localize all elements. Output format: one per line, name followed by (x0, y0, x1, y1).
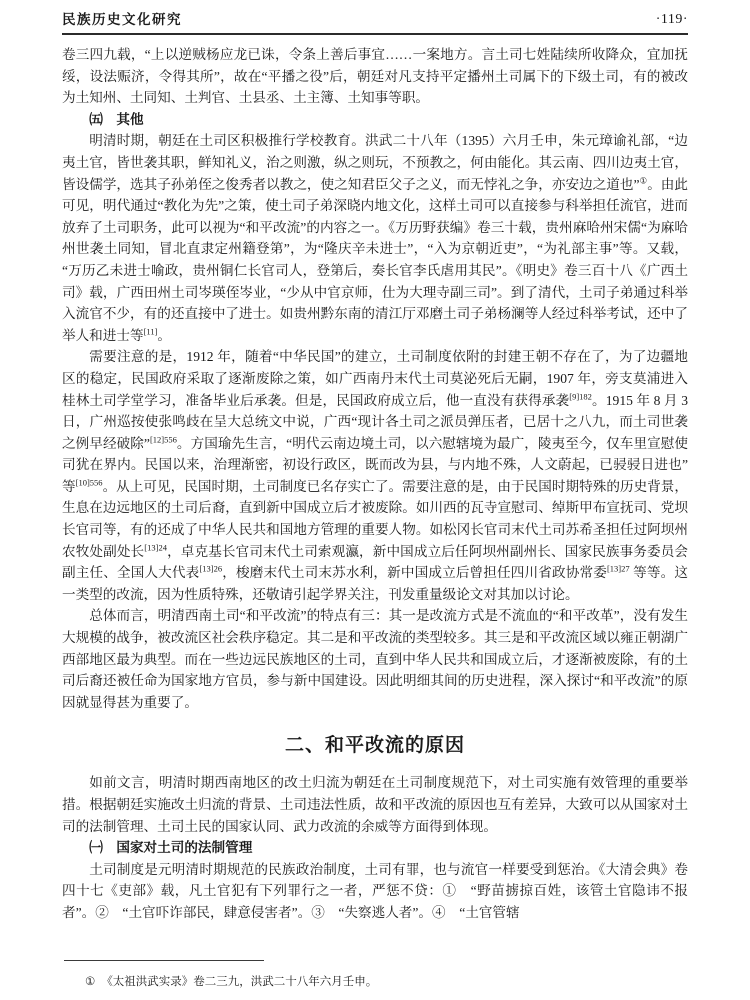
citation-ref: ① (639, 175, 648, 186)
footnote-list (62, 974, 688, 990)
paragraph: 明清时期，朝廷在土司区积极推行学校教育。洪武二十八年（1395）六月壬申，朱元璋谕礼部，“边夷土官，皆世袭其职，鲜知礼义，治之则激，纵之则玩，不预教之，何由能化。其云南、四川边夷土官，皆设儒学，选其子孙弟侄之俊秀者以教之，使之知君臣父子之义，而无悖礼之争，亦安边之道也”①。由此可见，明代通过“教化为先”之策，使土司子弟深晓内地文化，这样土司可以直接参与科举担任流官，进而放弃了土司职务，此可以视为“和平改流”的内容之一。《万历野获编》卷三十载，贵州麻哈州宋儒“为麻哈州世袭土同知，冒北直隶定州籍登第”，为“隆庆辛未进士”，“入为京朝近吏”，“为礼部主事”等。又载，“万历乙未进士喻政，贵州铜仁长官司人，登第后，奏长官李氏虐用其民”。《明史》卷三百十八《广西土司》载，广西田州土司岑瑛侄岑业，“少从中官京师，仕为大理寺副三司”。到了清代，土司子弟通过科举入流官不少，有的还直接中了进士。如贵州黔东南的清江厅邓磨土司子弟杨澜等人经过科举考试，还中了举人和进士等[11]。 (62, 133, 688, 343)
citation-ref: [12]556 (149, 434, 177, 445)
subsection-heading: ㈤ 其他 (89, 111, 144, 127)
journal-title: 民族历史文化研究 (62, 12, 182, 27)
paragraph: 如前文言，明清时期西南地区的改土归流为朝廷在土司制度规范下，对土司实施有效管理的重要举措。根据朝廷实施改土归流的背景、土司违法性质，故和平改流的原因也互有差异，大致可以从国家对土司的法制管理、土司土民的国家认同、武力改流的余威等方面得到体现。 (62, 775, 688, 834)
footnote-text: 《太祖洪武实录》卷二三九，洪武二十八年六月壬申。 (101, 976, 378, 988)
paragraph: 总体而言，明清西南土司“和平改流”的特点有三：其一是改流方式是不流血的“和平改革”，没有发生大规模的战争，被改流区社会秩序稳定。其二是和平改流的类型较多。其三是和平改流区域以雍正朝湖广西部地区最为典型。而在一些边远民族地区的土司，直到中华人民共和国成立后，才逐渐被废除，有的土司后裔还被任命为国家地方官员，参与新中国建设。因此明细其间的历史进程，深入探讨“和平改流”的原因就显得甚为重要了。 (62, 608, 688, 710)
section-heading: 二、和平改流的原因 (284, 735, 465, 757)
footnote-item (62, 974, 688, 990)
footnote-marker: ① (85, 976, 96, 988)
paragraph: 需要注意的是，1912 年，随着“中华民国”的建立，土司制度依附的封建王朝不存在了，为了边疆地区的稳定，民国政府采取了逐渐废除之策，如广西南丹末代土司莫泌死后无嗣，1907 年，旁支莫浦进入桂林土司学堂学习，准备毕业后承袭。但是，民国政府成立后，他一直没有获得承袭$^{[9]182}$。1915 年 8 月 3 日，广州巡按使张鸣歧在呈大总统文中说，广西“现计各土司之派员弹压者，已居十之八九，而土司世袭之例早经破除”$^{[12]556}$。方国瑜先生言，“明代云南边境土司，以六慰辖境为最广，陵夷至今，仅车里宣慰使司犹在界内。民国以来，治理渐密，初设行政区，既而改为县，与内地不殊，人文蔚起，已骎骎日进也”等$^{[10]556}$。从上可见，民国时期，土司制度已名存实亡了。需要注意的是，由于民国时期特殊的历史背景，生息在边远地区的土司后裔，直到新中国成立后才被废除。如川西的瓦寺宣慰司、绰斯甲布宣抚司、党坝长官司等，有的还成了中华人民共和国地方管理的重要人物。如松冈长官司末代土司苏希圣担任过阿坝州农牧处副处长$^{[13]24}$，卓克基长官司末代土司索观瀛，新中国成立后任阿坝州副州长、国家民族事务委员会副主任、全国人大代表$^{[13]26}$，梭磨末代土司末苏水利，新中国成立后曾担任四川省政协常委$^{[13]27}$ 等等。这一类型的改流，因为性质特殊，还敬请引起学界关注，刊发重量级论文对其加以讨论。 (62, 349, 688, 602)
page-header (62, 8, 688, 35)
footnotes (62, 958, 688, 990)
subsection-heading: ㈠ 国家对土司的法制管理 (89, 840, 253, 856)
citation-ref: [10]556 (75, 477, 103, 488)
footnote-separator (64, 960, 264, 961)
paragraph: 土司制度是元明清时期规范的民族政治制度，土司有罪，也与流官一样要受到惩治。《大清会典》卷四十七《吏部》载，凡土官犯有下列罪行之一者，严惩不贷：① “野苗掳掠百姓，该管土官隐讳不报者”。② “土官吓诈部民，肆意侵害者”。③ “失察逃人者”。④ “土官管辖 (62, 861, 688, 920)
paragraph: 卷三四九载，“上以逆贼杨应龙已诛，令条上善后事宜……一案地方。言土司七姓陆续所收降众，宜加抚绥，设法赈济，令得其所”，故在“平播之役”后，朝廷对凡支持平定播州土司属下的下级土司，有的被改为土知州、土同知、土判官、土县丞、土主簿、土知事等职。 (62, 47, 688, 106)
citation-ref: [13]24 (144, 542, 167, 553)
page-number: ·119· (655, 12, 688, 27)
citation-ref: [13]26 (199, 563, 223, 574)
citation-ref: [9]182 (569, 390, 592, 401)
citation-ref: [13]27 (606, 563, 630, 574)
article-body (62, 44, 688, 944)
citation-ref: [11] (143, 326, 158, 337)
